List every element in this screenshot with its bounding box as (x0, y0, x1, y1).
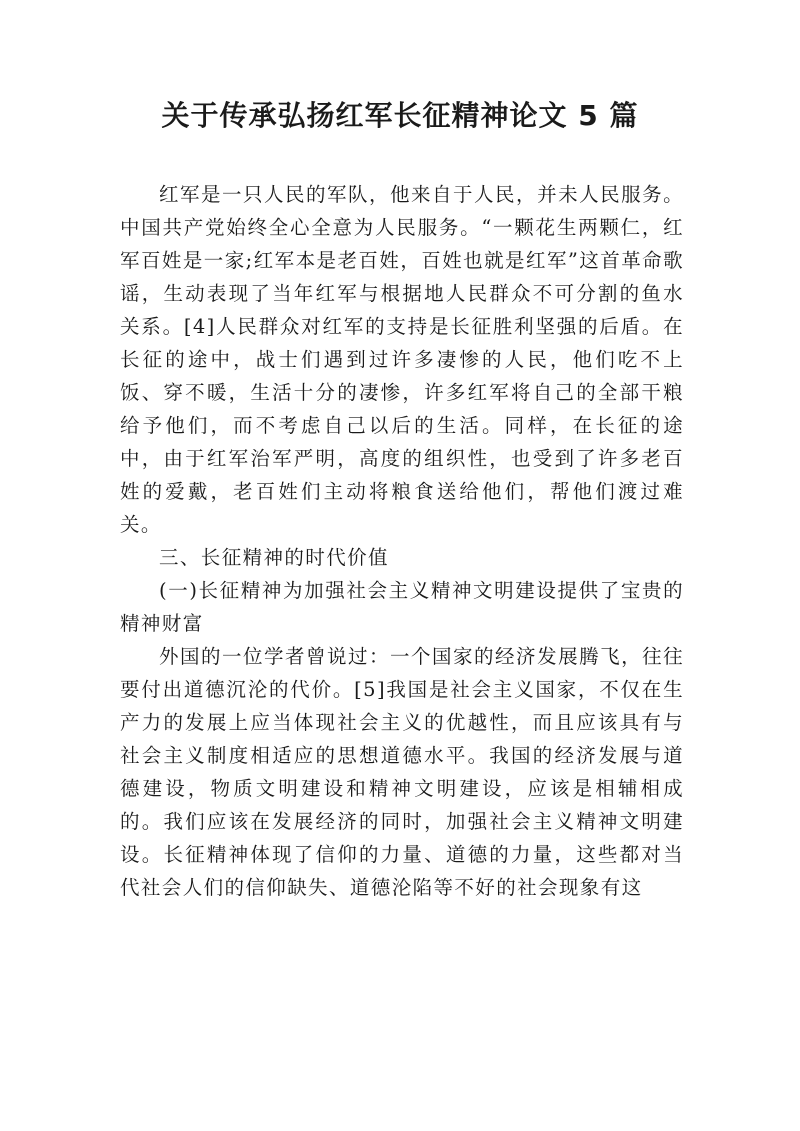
section-heading-era-value: 三、长征精神的时代价值 (159, 546, 389, 569)
subsection-heading-spiritual-wealth: (一)长征精神为加强社会主义精神文明建设提供了宝贵的精神财富 (120, 579, 684, 635)
document-body (120, 178, 684, 904)
paragraph-moral-construction: 外国的一位学者曾说过：一个国家的经济发展腾飞，往往要付出道德沉沦的代价。[5]我国是社会主义国家，不仅在生产力的发展上应当体现社会主义的优越性，而且应该具有与社会主义制度相适应的思想道德水平。我国的经济发展与道德建设，物质文明建设和精神文明建设，应该是相辅相成的。我们应该在发展经济的同时，加强社会主义精神文明建设。长征精神体现了信仰的力量、道德的力量，这些都对当代社会人们的信仰缺失、道德沦陷等不好的社会现象有这 (120, 645, 684, 899)
document-title: 关于传承弘扬红军长征精神论文 5 篇 (161, 99, 639, 132)
paragraph-red-army-and-people: 红军是一只人民的军队，他来自于人民，并未人民服务。中国共产党始终全心全意为人民服务。“一颗花生两颗仁，红军百姓是一家;红军本是老百姓，百姓也就是红军”这首革命歌谣，生动表现了当年红军与根据地人民群众不可分割的鱼水关系。[4]人民群众对红军的支持是长征胜利坚强的后盾。在长征的途中，战士们遇到过许多凄惨的人民，他们吃不上饭、穿不暖，生活十分的凄惨，许多红军将自己的全部干粮给予他们，而不考虑自己以后的生活。同样，在长征的途中，由于红军治军严明，高度的组织性，也受到了许多老百姓的爱戴，老百姓们主动将粮食送给他们，帮他们渡过难关。 (120, 183, 684, 536)
